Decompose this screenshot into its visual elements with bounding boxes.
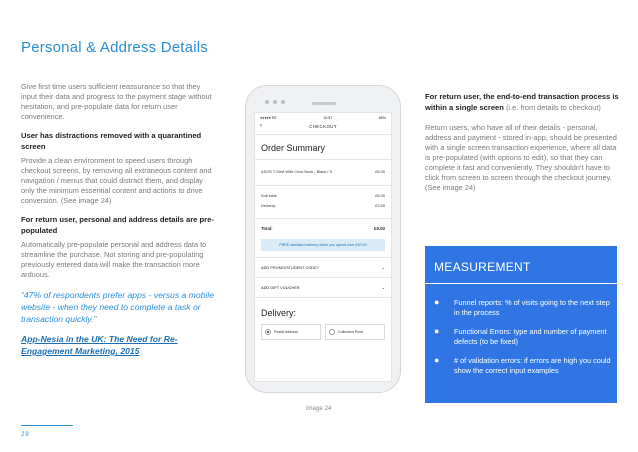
status-bar [255,113,391,120]
total-value: £9.00 [374,226,385,231]
measurement-item-text: Functional Errors: type and number of payment defects (to be fixed) [454,327,607,346]
measurement-title: MEASUREMENT [434,260,531,274]
promo-code-accordion[interactable] [255,257,391,277]
footer-rule [21,425,73,426]
image-caption: image 24 [306,405,332,412]
gift-voucher-accordion[interactable] [255,277,391,297]
checkout-title: CHECKOUT [309,124,337,129]
total-row [255,219,391,237]
phone-mockup [245,85,401,393]
bullet-icon: ● [434,355,440,366]
order-summary-title: Order Summary [255,135,391,160]
subtotal-row [255,193,391,198]
measurement-item-text: # of validation errors: if errors are high you could show the correct input examples [454,356,611,375]
radio-empty-icon [329,329,335,335]
right-column [425,82,620,193]
back-chevron-icon[interactable]: ‹ [260,123,263,129]
delivery-options [255,324,391,340]
radio-selected-icon [265,329,271,335]
signal-indicator: ●●●●● EE [260,116,277,120]
intro-paragraph: Give first time users sufficient reassurance so that they input their data and progress to the payment stage without hesitation, and pre-populate data for return user convenience. [21,82,212,121]
measurement-box [425,246,617,403]
chevron-down-icon: ⌄ [381,265,385,270]
gift-voucher-label: ADD GIFT VOUCHER [261,285,300,290]
source-link[interactable]: App-Nesia in the UK: The Need for Re-Engagement Marketing, 2015 [21,334,178,356]
subtotal-block [255,186,391,219]
single-screen-paragraph: Return users, who have all of their details - personal, address and payment - stored in-app, should be presented with a single screen transaction experience, where all data is pre-populated (with options to edit), so that they can complete it fast and conveniently. They shouldn’t have to click from screen to screen through the checkout journey. (See image 24) [425,123,617,192]
pull-quote: “47% of respondents prefer apps - versus a mobile website - when they need to complete a task or transaction quickly.” [21,290,214,324]
promo-code-label: ADD PROMO/STUDENT CODE? [261,265,319,270]
prepopulated-paragraph: Automatically pre-populate personal and address data to streamline the purchase. Not storing and pre-populating previously entered data will make the transaction more arduous. [21,240,207,279]
delivery-title: Delivery: [255,297,391,324]
page-number: 29 [21,432,30,438]
page-title: Personal & Address Details [21,39,208,56]
delivery-cost-value: £3.00 [375,203,385,208]
subtotal-label: Sub total: [261,193,278,198]
measurement-list [434,298,612,386]
chevron-down-icon: ⌄ [381,285,385,290]
measurement-divider [425,283,617,284]
postal-address-label: Postal Address [274,330,298,334]
bullet-icon: ● [434,326,440,337]
bullet-icon: ● [434,297,440,307]
list-item [434,356,612,375]
left-column [21,82,217,357]
section-heading-quarantined: User has distractions removed with a quarantined screen [21,131,202,151]
order-item-row [255,160,391,186]
postal-address-option[interactable] [261,324,321,340]
list-item [434,298,612,317]
battery-indicator: 89% [378,116,386,120]
collection-point-label: Collection Point [338,330,363,334]
phone-screen [254,112,392,382]
section-heading-prepopulated: For return user, personal and address details are pre-populated [21,215,214,235]
measurement-item-text: Funnel reports: % of visits going to the next step in the process [454,298,610,317]
camera-dots [265,100,285,104]
item-price: £6.00 [375,169,385,174]
quarantined-paragraph: Provide a clean environment to speed users through checkout screens, by removing all extraneous content and navigation / menus that could distract them, and display only the minimum essential content and actions to drive conversion. (See image 24) [21,156,212,205]
collection-point-option[interactable] [325,324,385,340]
total-label: Total: [261,226,273,231]
checkout-header [255,120,391,135]
delivery-cost-row [255,203,391,208]
section-heading-single-screen: For return user, the end-to-end transaction process is within a single screen [425,92,619,112]
list-item [434,327,612,346]
subtotal-value: £6.00 [375,193,385,198]
free-delivery-banner: FREE standard delivery when you spend over £20.00 [261,239,385,251]
status-time: 10:57 [323,116,333,120]
speaker-grille [312,102,336,105]
item-name: ASOS T-Shirt With Crew Neck - Black / S [261,169,333,174]
single-screen-note: (i.e. from details to checkout) [503,102,601,112]
delivery-cost-label: Delivery: [261,203,277,208]
